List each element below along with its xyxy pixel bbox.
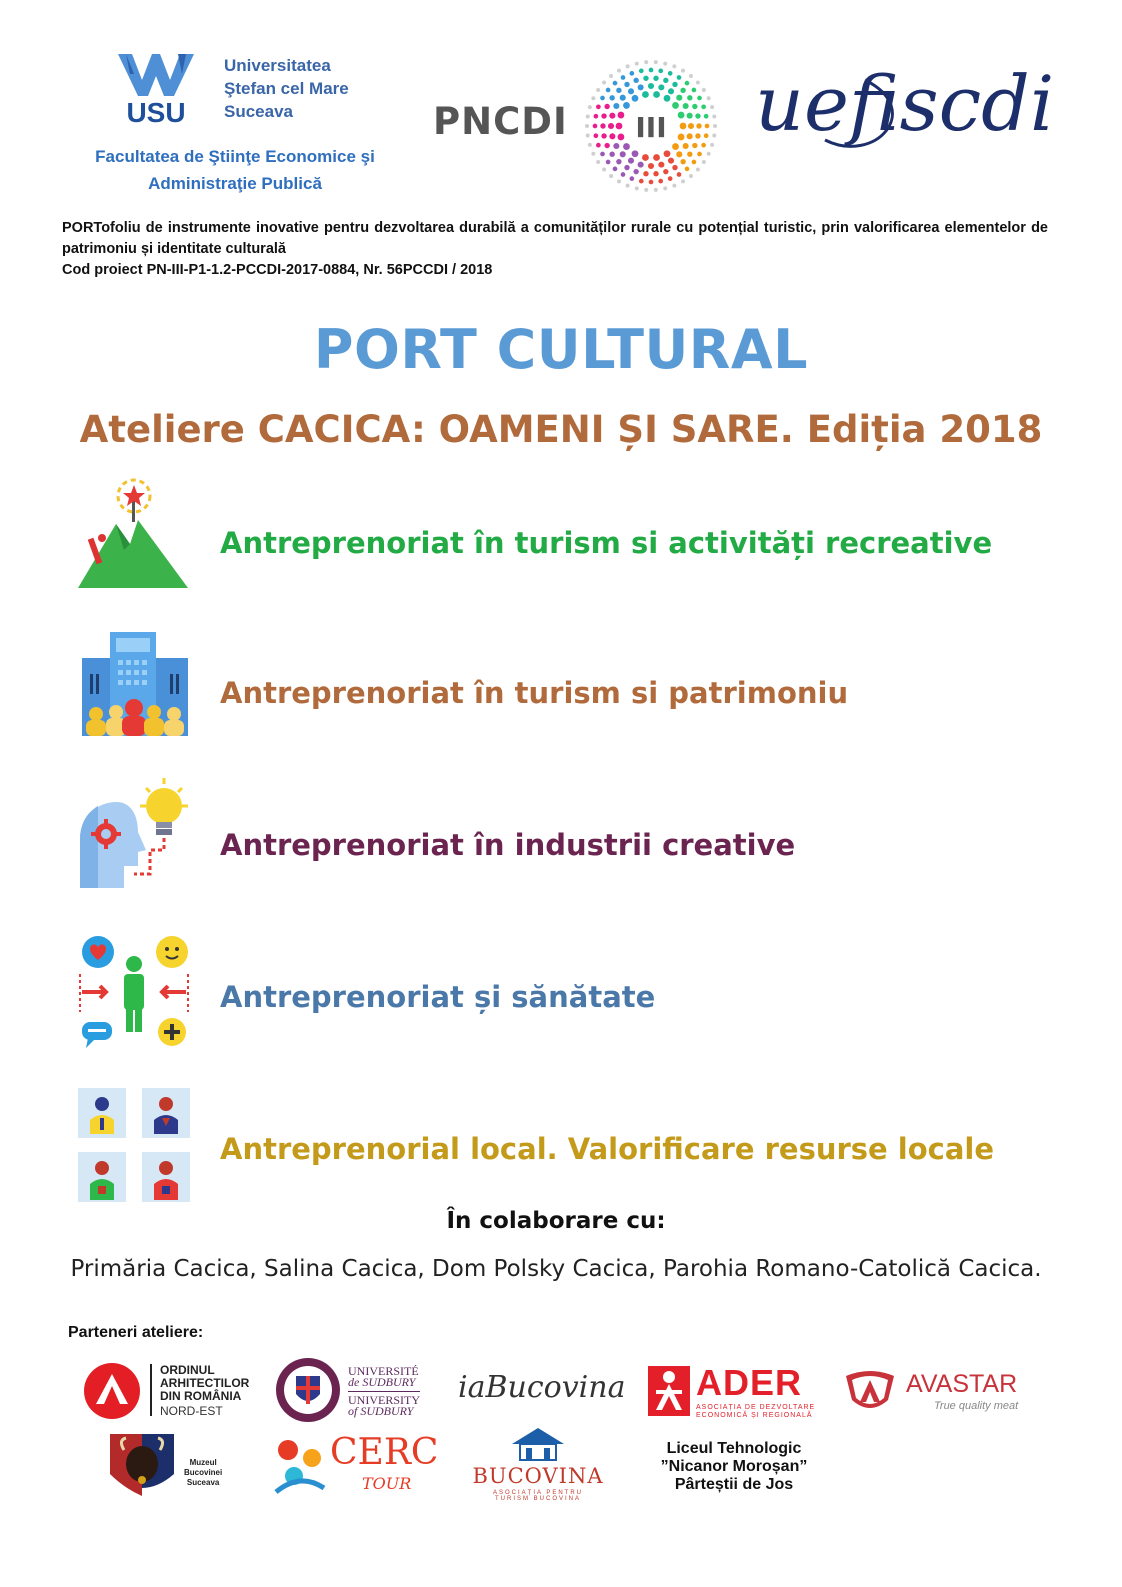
pncdi-dot — [648, 163, 654, 169]
pncdi-dot — [663, 62, 667, 66]
pncdi-dot — [696, 80, 700, 84]
partner-iabucovina-logo — [458, 1370, 633, 1416]
pncdi-dot — [672, 102, 679, 109]
pncdi-dot — [689, 174, 693, 178]
building-people-icon — [76, 628, 192, 744]
ader-sub-line: ECONOMICĂ ȘI REGIONALĂ — [696, 1412, 813, 1419]
pncdi-dot — [688, 123, 694, 129]
pncdi-dot — [620, 151, 626, 157]
pncdi-dot — [683, 103, 689, 109]
collaboration-title: În colaborare cu: — [446, 1208, 666, 1234]
pncdi-dot — [626, 184, 630, 188]
pncdi-dot — [629, 71, 634, 76]
muzeu-aurochs-icon — [104, 1430, 180, 1502]
pncdi-dot — [633, 169, 638, 174]
pncdi-flower-icon — [583, 58, 719, 194]
pncdi-dot — [601, 133, 606, 138]
pncdi-dot — [639, 69, 644, 74]
usu-name-line: Universitatea — [224, 56, 331, 75]
pncdi-dot — [642, 91, 649, 98]
faculty-line: Facultatea de Ştiinţe Economice şi — [95, 147, 375, 166]
pncdi-dot — [658, 179, 663, 184]
partner-liceu — [632, 1440, 836, 1494]
pncdi-dot — [689, 74, 693, 78]
pncdi-dot — [668, 176, 673, 181]
pncdi-dot — [668, 158, 674, 164]
pncdi-dot — [602, 80, 606, 84]
bucovina-label: BUCOVINA — [472, 1464, 604, 1488]
partner-avastar-logo — [842, 1366, 1032, 1420]
usu-emblem-icon — [112, 50, 200, 126]
pncdi-dot — [643, 171, 648, 176]
page-title: PORT CULTURAL — [313, 318, 809, 381]
pncdi-dot — [676, 95, 682, 101]
pncdi-dot — [606, 160, 611, 165]
oar-line: ORDINUL — [160, 1363, 215, 1377]
pncdi-dot — [600, 152, 605, 157]
sudbury-seal-icon — [274, 1356, 342, 1424]
pncdi-dot — [638, 162, 644, 168]
muzeu-line: Bucovinei — [184, 1468, 223, 1477]
pncdi-dot — [635, 62, 639, 66]
pncdi-dot — [601, 113, 606, 118]
pncdi-dot — [609, 113, 615, 119]
pncdi-dot — [704, 133, 709, 138]
pncdi-dot — [596, 88, 600, 92]
sudbury-line: UNIVERSITY — [348, 1393, 420, 1407]
liceu-line: Pârteștii de Jos — [674, 1476, 794, 1493]
pncdi-dot — [586, 134, 590, 138]
pncdi-dot — [685, 167, 690, 172]
liceu-line: ”Nicanor Moroșan” — [660, 1458, 808, 1475]
pncdi-dot — [663, 186, 667, 190]
pncdi-dot — [613, 167, 618, 172]
pncdi-dot — [687, 133, 693, 139]
pncdi-dot — [635, 186, 639, 190]
avastar-label: AVASTAR — [906, 1370, 1018, 1398]
pncdi-roman: III — [635, 111, 667, 144]
partner-ader-logo — [648, 1364, 824, 1422]
usu-name-line: Ştefan cel Mare — [224, 79, 349, 98]
oar-emblem-icon — [82, 1362, 144, 1420]
pncdi-dot — [617, 69, 621, 73]
pncdi-dot — [609, 133, 615, 139]
pncdi-dot — [585, 124, 589, 128]
workshop-label: Antreprenoriat și sănătate — [220, 980, 656, 1014]
pncdi-dot — [707, 96, 711, 100]
sudbury-line: of SUDBURY — [348, 1404, 414, 1418]
ader-label: ADER — [696, 1362, 803, 1403]
workshop-label: Antreprenoriat în industrii creative — [220, 828, 796, 862]
pncdi-dot — [695, 133, 700, 138]
pncdi-dot — [608, 123, 614, 129]
pncdi-dot — [600, 96, 605, 101]
bucovina-church-icon — [508, 1426, 568, 1462]
idea-head-icon — [76, 776, 192, 892]
pncdi-dot — [696, 123, 701, 128]
pncdi-dot — [680, 159, 685, 164]
pncdi-dot — [685, 81, 690, 86]
workshop-label: Antreprenorial local. Valorificare resurse locale — [220, 1132, 995, 1166]
partner-bucovina-logo — [470, 1426, 606, 1506]
partner-muzeu-logo — [104, 1430, 234, 1502]
partner-oar-logo — [82, 1362, 252, 1420]
pncdi-dot — [621, 75, 626, 80]
pncdi-dot — [596, 104, 601, 109]
pncdi-dot — [681, 179, 685, 183]
pncdi-dot — [606, 88, 611, 93]
pncdi-dot — [616, 88, 621, 93]
partner-cerc-logo — [272, 1430, 442, 1502]
pncdi-dot — [654, 60, 658, 64]
pncdi-dot — [604, 104, 609, 109]
pncdi-dot — [672, 64, 676, 68]
pncdi-dot — [609, 95, 614, 100]
pncdi-dot — [704, 114, 709, 119]
partners-title: Parteneri ateliere: — [68, 1324, 204, 1341]
muzeu-line: Muzeul — [189, 1458, 217, 1467]
pncdi-label: PNCDI — [433, 100, 568, 143]
pncdi-dot — [628, 88, 634, 94]
pncdi-dot — [617, 179, 621, 183]
pncdi-dot — [677, 75, 682, 80]
pncdi-dot — [697, 152, 702, 157]
pncdi-dot — [695, 113, 700, 118]
pncdi-dot — [710, 143, 714, 147]
avastar-shield-icon — [842, 1366, 898, 1416]
pncdi-dot — [602, 168, 606, 172]
mountain-summit-icon — [76, 476, 192, 592]
pncdi-dot — [701, 104, 706, 109]
pncdi-dot — [696, 168, 700, 172]
cerc-sub: TOUR — [362, 1474, 412, 1493]
pncdi-dot — [668, 88, 674, 94]
pncdi-dot — [609, 174, 613, 178]
pncdi-dot — [623, 102, 630, 109]
pncdi-dot — [676, 151, 682, 157]
pncdi-dot — [658, 162, 664, 168]
cerc-label: CERC — [330, 1432, 439, 1473]
pncdi-dot — [672, 184, 676, 188]
usu-faculty — [60, 143, 410, 197]
pncdi-dot — [648, 83, 654, 89]
ader-figure-icon — [648, 1366, 690, 1416]
pncdi-dot — [618, 112, 625, 119]
svg-text:uefiscdi: uefiscdi — [755, 59, 1055, 148]
oar-line: ARHITECTILOR — [160, 1376, 250, 1390]
pncdi-dot — [593, 124, 598, 129]
pncdi-dot — [653, 76, 658, 81]
usu-name — [224, 54, 349, 123]
workshop-label: Antreprenoriat în turism si patrimoniu — [220, 676, 849, 710]
pncdi-dot — [613, 103, 619, 109]
oar-line: DIN ROMÂNIA — [160, 1389, 242, 1403]
page-subtitle: Ateliere CACICA: OAMENI ȘI SARE. Ediția 2018 — [79, 408, 1043, 451]
bucovina-sub-line: ASOCIAȚIA PENTRU — [492, 1490, 583, 1496]
pncdi-dot — [632, 95, 639, 102]
pncdi-dot — [678, 134, 685, 141]
pncdi-dot — [588, 143, 592, 147]
pncdi-dot — [629, 176, 634, 181]
pncdi-dot — [653, 171, 658, 176]
ader-sub-line: ASOCIAȚIA DE DEZVOLTARE — [696, 1404, 816, 1411]
pncdi-dot — [663, 78, 668, 83]
pncdi-dot — [680, 123, 687, 130]
pncdi-dot — [628, 158, 634, 164]
pncdi-dot — [692, 88, 697, 93]
pncdi-dot — [653, 91, 660, 98]
pncdi-dot — [596, 160, 600, 164]
pncdi-dot — [623, 143, 630, 150]
pncdi-dot — [624, 82, 629, 87]
sudbury-line: de SUDBURY — [348, 1375, 416, 1389]
pncdi-dot — [588, 105, 592, 109]
muzeu-line: Suceava — [186, 1478, 220, 1487]
pncdi-dot — [658, 69, 663, 74]
partner-sudbury-logo — [274, 1356, 434, 1424]
pncdi-dot — [596, 143, 601, 148]
pncdi-dot — [613, 81, 618, 86]
pncdi-dot — [609, 74, 613, 78]
project-info — [62, 218, 1048, 281]
pncdi-dot — [618, 134, 625, 141]
pncdi-dot — [621, 172, 626, 177]
pncdi-dot — [692, 143, 697, 148]
faculty-line: Administraţie Publică — [148, 174, 322, 193]
pncdi-dot — [594, 114, 599, 119]
pncdi-dot — [633, 78, 638, 83]
pncdi-dot — [604, 143, 609, 148]
iabucovina-label: iaBucovina — [458, 1370, 626, 1405]
pncdi-dot — [710, 105, 714, 109]
uefiscdi-logo — [755, 40, 1055, 170]
pncdi-dot — [644, 60, 648, 64]
pncdi-dot — [701, 143, 706, 148]
pncdi-dot — [624, 165, 629, 170]
pncdi-dot — [678, 112, 685, 119]
pncdi-dot — [668, 71, 673, 76]
svg-text:USU: USU — [126, 97, 186, 126]
pncdi-dot — [692, 104, 697, 109]
bucovina-sub-line: TURISM BUCOVINA — [494, 1496, 581, 1502]
pncdi-dot — [683, 143, 689, 149]
pncdi-dot — [649, 68, 654, 73]
project-code: Cod proiect PN-III-P1-1.2-PCCDI-2017-0884, Nr. 56PCCDI / 2018 — [62, 262, 493, 278]
pncdi-dot — [644, 188, 648, 192]
uefiscdi-script-icon — [755, 40, 1055, 170]
avastar-tagline: True quality meat — [934, 1400, 1019, 1412]
collaboration-text: Primăria Cacica, Salina Cacica, Dom Polsky Cacica, Parohia Romano-Catolică Cacica. — [70, 1256, 1042, 1282]
oar-sub: NORD-EST — [160, 1404, 223, 1418]
liceu-line: Liceul Tehnologic — [666, 1440, 802, 1457]
pncdi-dot — [672, 143, 679, 150]
pncdi-dot — [702, 88, 706, 92]
pncdi-dot — [702, 160, 706, 164]
pncdi-dot — [664, 150, 671, 157]
pncdi-dot — [672, 82, 677, 87]
pncdi-dot — [638, 84, 644, 90]
usu-logo — [112, 50, 200, 126]
pncdi-dot — [642, 154, 649, 161]
project-description: PORTofoliu de instrumente inovative pentru dezvoltarea durabilă a comunităților rurale cu potențial turistic, prin valorificarea elementelor de patrimoniu și identitate culturală — [62, 220, 1048, 257]
pncdi-dot — [687, 95, 692, 100]
pncdi-dot — [616, 159, 621, 164]
pncdi-dot — [681, 69, 685, 73]
pncdi-dot — [613, 143, 619, 149]
local-people-grid-icon — [76, 1086, 192, 1202]
pncdi-dot — [664, 95, 671, 102]
pncdi-dot — [609, 152, 614, 157]
pncdi-dot — [658, 84, 664, 90]
health-person-icon — [76, 934, 192, 1050]
cerc-swirl-icon — [272, 1432, 328, 1498]
pncdi-dot — [687, 113, 693, 119]
pncdi-dot — [707, 152, 711, 156]
pncdi-dot — [654, 188, 658, 192]
pncdi-dot — [649, 180, 654, 185]
pncdi-dot — [677, 172, 682, 177]
pncdi-dot — [586, 114, 590, 118]
pncdi-dot — [626, 64, 630, 68]
pncdi-logo — [583, 58, 719, 194]
pncdi-dot — [705, 124, 710, 129]
pncdi-dot — [591, 96, 595, 100]
pncdi-dot — [632, 150, 639, 157]
pncdi-dot — [616, 123, 623, 130]
pncdi-dot — [594, 133, 599, 138]
pncdi-dot — [680, 88, 685, 93]
pncdi-dot — [692, 160, 697, 165]
pncdi-dot — [600, 123, 605, 128]
pncdi-dot — [712, 134, 716, 138]
usu-name-line: Suceava — [224, 102, 293, 121]
pncdi-dot — [620, 95, 626, 101]
pncdi-dot — [672, 165, 677, 170]
workshop-label: Antreprenoriat în turism si activități recreative — [220, 526, 993, 560]
pncdi-dot — [591, 152, 595, 156]
sudbury-line: UNIVERSITÉ — [348, 1364, 419, 1378]
pncdi-dot — [643, 76, 648, 81]
pncdi-dot — [697, 96, 702, 101]
pncdi-dot — [663, 169, 668, 174]
pncdi-dot — [712, 114, 716, 118]
pncdi-dot — [639, 179, 644, 184]
pncdi-dot — [713, 124, 717, 128]
pncdi-dot — [687, 152, 692, 157]
pncdi-dot — [653, 154, 660, 161]
